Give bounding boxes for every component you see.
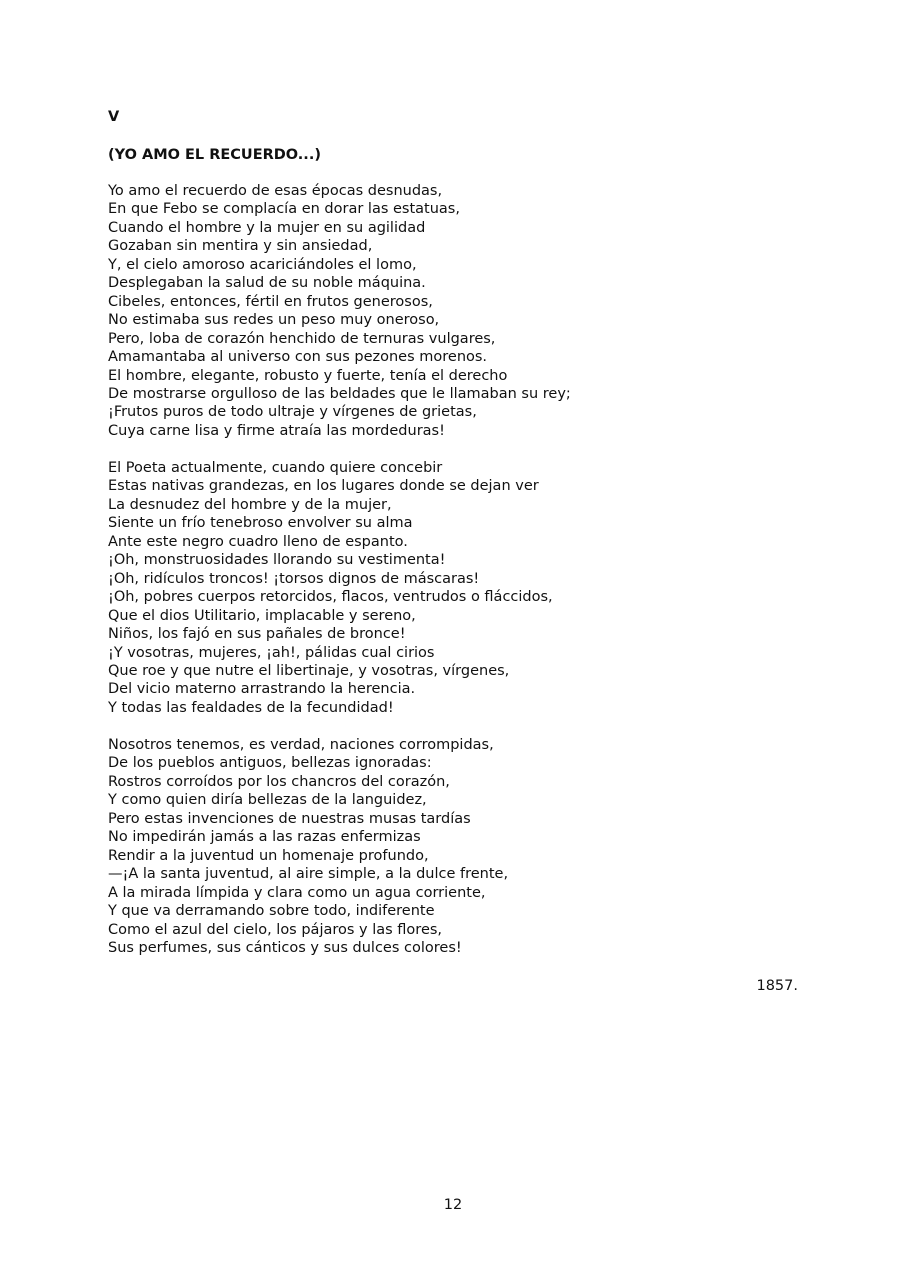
poem-line: De mostrarse orgulloso de las beldades que le llamaban su rey; — [108, 385, 571, 402]
poem-line: Nosotros tenemos, es verdad, naciones corrompidas, — [108, 737, 494, 753]
poem-line: Rendir a la juventud un homenaje profundo, — [108, 847, 429, 864]
poem-line: Pero, loba de corazón henchido de ternuras vulgares, — [108, 330, 496, 347]
stanza-1 — [108, 182, 571, 440]
poem-line: Niños, los fajó en sus pañales de bronce! — [108, 626, 406, 643]
poem-line: Que roe y que nutre el libertinaje, y vosotras, vírgenes, — [108, 662, 510, 679]
poem-line: Y como quien diría bellezas de la languidez, — [108, 792, 427, 809]
poem-line: Cibeles, entonces, fértil en frutos generosos, — [108, 293, 433, 310]
poem-title: (YO AMO EL RECUERDO...) — [108, 147, 321, 163]
poem-line: La desnudez del hombre y de la mujer, — [108, 496, 392, 513]
stanza-2 — [108, 459, 553, 717]
poem-line: El hombre, elegante, robusto y fuerte, tenía el derecho — [108, 367, 508, 384]
poem-line: ¡Y vosotras, mujeres, ¡ah!, pálidas cual cirios — [108, 644, 435, 661]
poem-line: Sus perfumes, sus cánticos y sus dulces colores! — [108, 939, 462, 956]
poem-line: Cuya carne lisa y firme atraía las mordeduras! — [108, 422, 445, 439]
poem-line: ¡Frutos puros de todo ultraje y vírgenes de grietas, — [108, 404, 477, 421]
poem-line: Como el azul del cielo, los pájaros y las flores, — [108, 921, 443, 938]
poem-line: ¡Oh, pobres cuerpos retorcidos, flacos, ventrudos o fláccidos, — [108, 589, 553, 606]
poem-line: ¡Oh, monstruosidades llorando su vestimenta! — [108, 552, 446, 569]
poem-line: Desplegaban la salud de su noble máquina. — [108, 275, 426, 292]
poem-line: Rostros corroídos por los chancros del corazón, — [108, 773, 450, 790]
poem-line: Yo amo el recuerdo de esas épocas desnudas, — [108, 183, 443, 199]
page-number: 12 — [443, 1197, 463, 1213]
poem-line: Estas nativas grandezas, en los lugares donde se dejan ver — [108, 478, 539, 495]
section-numeral: V — [108, 109, 120, 125]
poem-line: Siente un frío tenebroso envolver su alma — [108, 515, 413, 532]
poem-line: Y, el cielo amoroso acariciándoles el lomo, — [108, 256, 417, 273]
poem-line: Cuando el hombre y la mujer en su agilidad — [108, 219, 426, 236]
poem-line: El Poeta actualmente, cuando quiere concebir — [108, 460, 443, 476]
poem-line: Que el dios Utilitario, implacable y sereno, — [108, 607, 416, 624]
poem-line: En que Febo se complacía en dorar las estatuas, — [108, 201, 460, 218]
poem-line: Y que va derramando sobre todo, indiferente — [108, 903, 435, 920]
poem-line: No impedirán jamás a las razas enfermizas — [108, 829, 421, 846]
poem-line: A la mirada límpida y clara como un agua corriente, — [108, 884, 486, 901]
poem-line: No estimaba sus redes un peso muy oneroso, — [108, 312, 440, 329]
poem-line: Amamantaba al universo con sus pezones morenos. — [108, 349, 488, 366]
poem-line: Gozaban sin mentira y sin ansiedad, — [108, 238, 373, 255]
poem-line: De los pueblos antiguos, bellezas ignoradas: — [108, 755, 432, 772]
poem-line: ¡Oh, ridículos troncos! ¡torsos dignos de máscaras! — [108, 570, 480, 587]
poem-date: 1857. — [756, 978, 798, 994]
poem-line: Pero estas invenciones de nuestras musas tardías — [108, 810, 471, 827]
poem-line: —¡A la santa juventud, al aire simple, a la dulce frente, — [108, 866, 509, 883]
stanza-3 — [108, 736, 508, 957]
poem-line: Y todas las fealdades de la fecundidad! — [108, 699, 394, 716]
poem-line: Ante este negro cuadro lleno de espanto. — [108, 533, 408, 550]
poem-line: Del vicio materno arrastrando la herencia. — [108, 681, 416, 698]
